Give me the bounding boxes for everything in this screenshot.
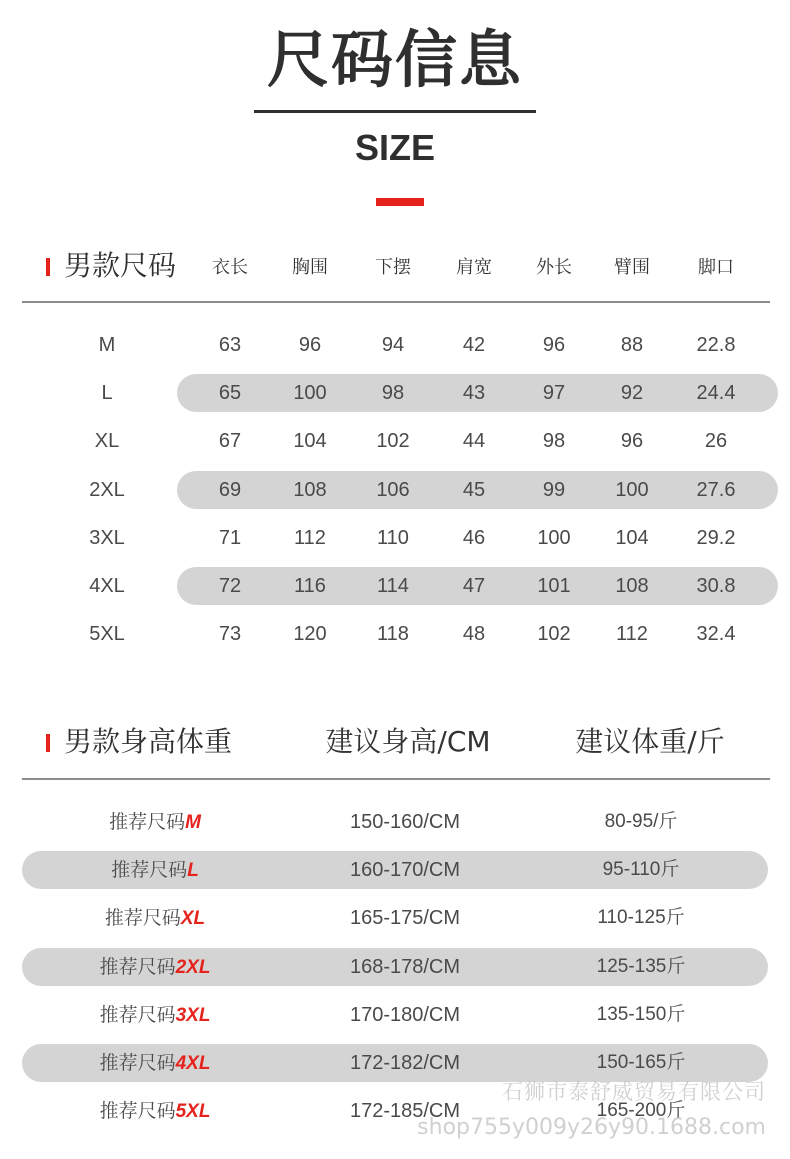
size-value: 100 bbox=[293, 382, 327, 405]
size-value: 69 bbox=[218, 478, 242, 501]
size-label: L bbox=[101, 382, 113, 405]
recommended-size-code: 3XL bbox=[175, 1004, 211, 1026]
size-value: 27.6 bbox=[696, 478, 736, 501]
size-table-row bbox=[0, 470, 790, 510]
size-col-header: 脚口 bbox=[698, 257, 734, 278]
size-value: 42 bbox=[462, 334, 486, 356]
size-value: 104 bbox=[293, 430, 327, 453]
size-label: 2XL bbox=[89, 478, 125, 501]
weight-range: 150-165斤 bbox=[596, 1052, 686, 1073]
fit-table-row bbox=[0, 850, 790, 890]
recommended-label: 推荐尺码 bbox=[99, 1052, 176, 1074]
section-marker-size bbox=[46, 258, 50, 276]
size-value: 108 bbox=[293, 478, 327, 501]
recommended-size-code: 5XL bbox=[175, 1101, 211, 1123]
height-range: 165-175/CM bbox=[349, 907, 461, 930]
size-value: 45 bbox=[462, 478, 486, 501]
size-value: 65 bbox=[218, 382, 242, 405]
height-range: 150-160/CM bbox=[349, 811, 461, 833]
fit-section-title: 男款身高体重 bbox=[64, 725, 233, 758]
size-value: 94 bbox=[381, 334, 405, 356]
recommended-label: 推荐尺码 bbox=[99, 1003, 176, 1026]
size-label: 5XL bbox=[89, 623, 125, 646]
size-col-header: 肩宽 bbox=[456, 257, 492, 278]
size-value: 96 bbox=[620, 430, 644, 453]
size-value: 116 bbox=[294, 575, 326, 597]
recommended-size bbox=[55, 1043, 255, 1083]
size-value: 48 bbox=[462, 623, 486, 646]
size-value: 96 bbox=[542, 334, 566, 356]
fit-table-row bbox=[0, 995, 790, 1035]
size-value: 100 bbox=[615, 478, 649, 501]
recommended-label: 推荐尺码 bbox=[109, 811, 186, 833]
size-section-title: 男款尺码 bbox=[64, 249, 177, 282]
recommended-size-code: 2XL bbox=[175, 956, 211, 978]
size-value: 99 bbox=[542, 478, 566, 501]
size-value: 106 bbox=[376, 478, 410, 501]
title-underline bbox=[254, 110, 536, 113]
size-col-header: 外长 bbox=[536, 257, 572, 278]
recommended-size bbox=[55, 995, 255, 1035]
size-value: 102 bbox=[376, 430, 410, 453]
recommended-label: 推荐尺码 bbox=[99, 955, 176, 978]
height-range: 160-170/CM bbox=[349, 859, 461, 882]
size-value: 72 bbox=[218, 575, 242, 597]
weight-range: 80-95/斤 bbox=[604, 811, 678, 832]
recommended-size bbox=[55, 898, 255, 938]
size-value: 22.8 bbox=[696, 334, 736, 356]
fit-table-row bbox=[0, 947, 790, 987]
fit-col-weight: 建议体重/斤 bbox=[575, 725, 725, 758]
size-table-row bbox=[0, 566, 790, 606]
recommended-label: 推荐尺码 bbox=[99, 1100, 176, 1123]
recommended-size bbox=[55, 947, 255, 987]
size-table-row bbox=[0, 325, 790, 365]
weight-range: 110-125斤 bbox=[597, 907, 685, 929]
size-col-header: 下摆 bbox=[375, 257, 411, 278]
size-table-row bbox=[0, 421, 790, 461]
recommended-size-code: L bbox=[187, 860, 199, 882]
size-value: 112 bbox=[294, 526, 326, 549]
size-value: 112 bbox=[616, 623, 648, 646]
size-value: 24.4 bbox=[696, 382, 736, 405]
page-subtitle: SIZE bbox=[354, 127, 435, 168]
page-title: 尺码信息 bbox=[266, 23, 523, 96]
recommended-size-code: M bbox=[185, 812, 201, 833]
size-col-header: 臂围 bbox=[614, 257, 650, 278]
size-value: 98 bbox=[542, 430, 566, 453]
size-table-row bbox=[0, 518, 790, 558]
recommended-size bbox=[55, 802, 255, 842]
size-value: 100 bbox=[537, 526, 571, 549]
size-table-row bbox=[0, 614, 790, 654]
fit-table-row bbox=[0, 802, 790, 842]
size-value: 44 bbox=[462, 430, 486, 453]
size-value: 32.4 bbox=[696, 623, 736, 646]
size-table-divider bbox=[22, 301, 770, 303]
size-value: 92 bbox=[620, 382, 644, 405]
size-value: 102 bbox=[537, 623, 571, 646]
height-range: 170-180/CM bbox=[349, 1003, 461, 1026]
size-value: 120 bbox=[293, 623, 327, 646]
fit-table-divider bbox=[22, 778, 770, 780]
size-value: 29.2 bbox=[696, 526, 736, 549]
fit-table-row bbox=[0, 898, 790, 938]
size-table-row bbox=[0, 373, 790, 413]
weight-range: 135-150斤 bbox=[596, 1003, 686, 1025]
size-value: 98 bbox=[381, 382, 405, 405]
size-value: 101 bbox=[537, 575, 571, 597]
section-marker-fit bbox=[46, 734, 50, 752]
size-value: 118 bbox=[377, 623, 409, 646]
size-value: 43 bbox=[462, 382, 486, 405]
size-label: 3XL bbox=[89, 526, 125, 549]
size-value: 114 bbox=[377, 575, 409, 597]
size-col-header: 衣长 bbox=[212, 257, 248, 278]
fit-col-height: 建议身高/CM bbox=[325, 725, 491, 758]
height-range: 172-182/CM bbox=[349, 1052, 461, 1074]
height-range: 172-185/CM bbox=[349, 1100, 461, 1123]
accent-bar bbox=[376, 198, 424, 206]
weight-range: 125-135斤 bbox=[596, 955, 686, 977]
size-value: 104 bbox=[615, 526, 649, 549]
watermark-company: 石狮市泰舒威贸易有限公司 bbox=[502, 1080, 766, 1104]
recommended-size bbox=[55, 1091, 255, 1131]
size-label: XL bbox=[94, 430, 120, 453]
size-col-header: 胸围 bbox=[292, 257, 328, 278]
weight-range: 165-200斤 bbox=[596, 1100, 686, 1122]
size-value: 73 bbox=[218, 623, 242, 646]
watermark-url: shop755y009y26y90.1688.com bbox=[417, 1115, 766, 1140]
recommended-size bbox=[55, 850, 255, 890]
size-value: 47 bbox=[462, 575, 486, 597]
recommended-label: 推荐尺码 bbox=[111, 859, 188, 882]
recommended-size-code: XL bbox=[180, 908, 206, 930]
weight-range: 95-110斤 bbox=[602, 859, 680, 881]
size-value: 108 bbox=[615, 575, 649, 597]
size-value: 71 bbox=[218, 526, 242, 549]
size-value: 63 bbox=[218, 334, 242, 356]
size-value: 26 bbox=[704, 430, 728, 453]
size-value: 97 bbox=[542, 382, 566, 405]
size-value: 46 bbox=[462, 526, 486, 549]
size-label: M bbox=[98, 334, 116, 356]
size-label: 4XL bbox=[89, 575, 125, 597]
size-value: 96 bbox=[298, 334, 322, 356]
height-range: 168-178/CM bbox=[349, 955, 461, 978]
size-value: 110 bbox=[377, 526, 409, 549]
size-value: 67 bbox=[218, 430, 242, 453]
recommended-label: 推荐尺码 bbox=[104, 907, 181, 930]
size-value: 88 bbox=[620, 334, 644, 356]
size-value: 30.8 bbox=[696, 575, 736, 597]
recommended-size-code: 4XL bbox=[175, 1053, 211, 1074]
